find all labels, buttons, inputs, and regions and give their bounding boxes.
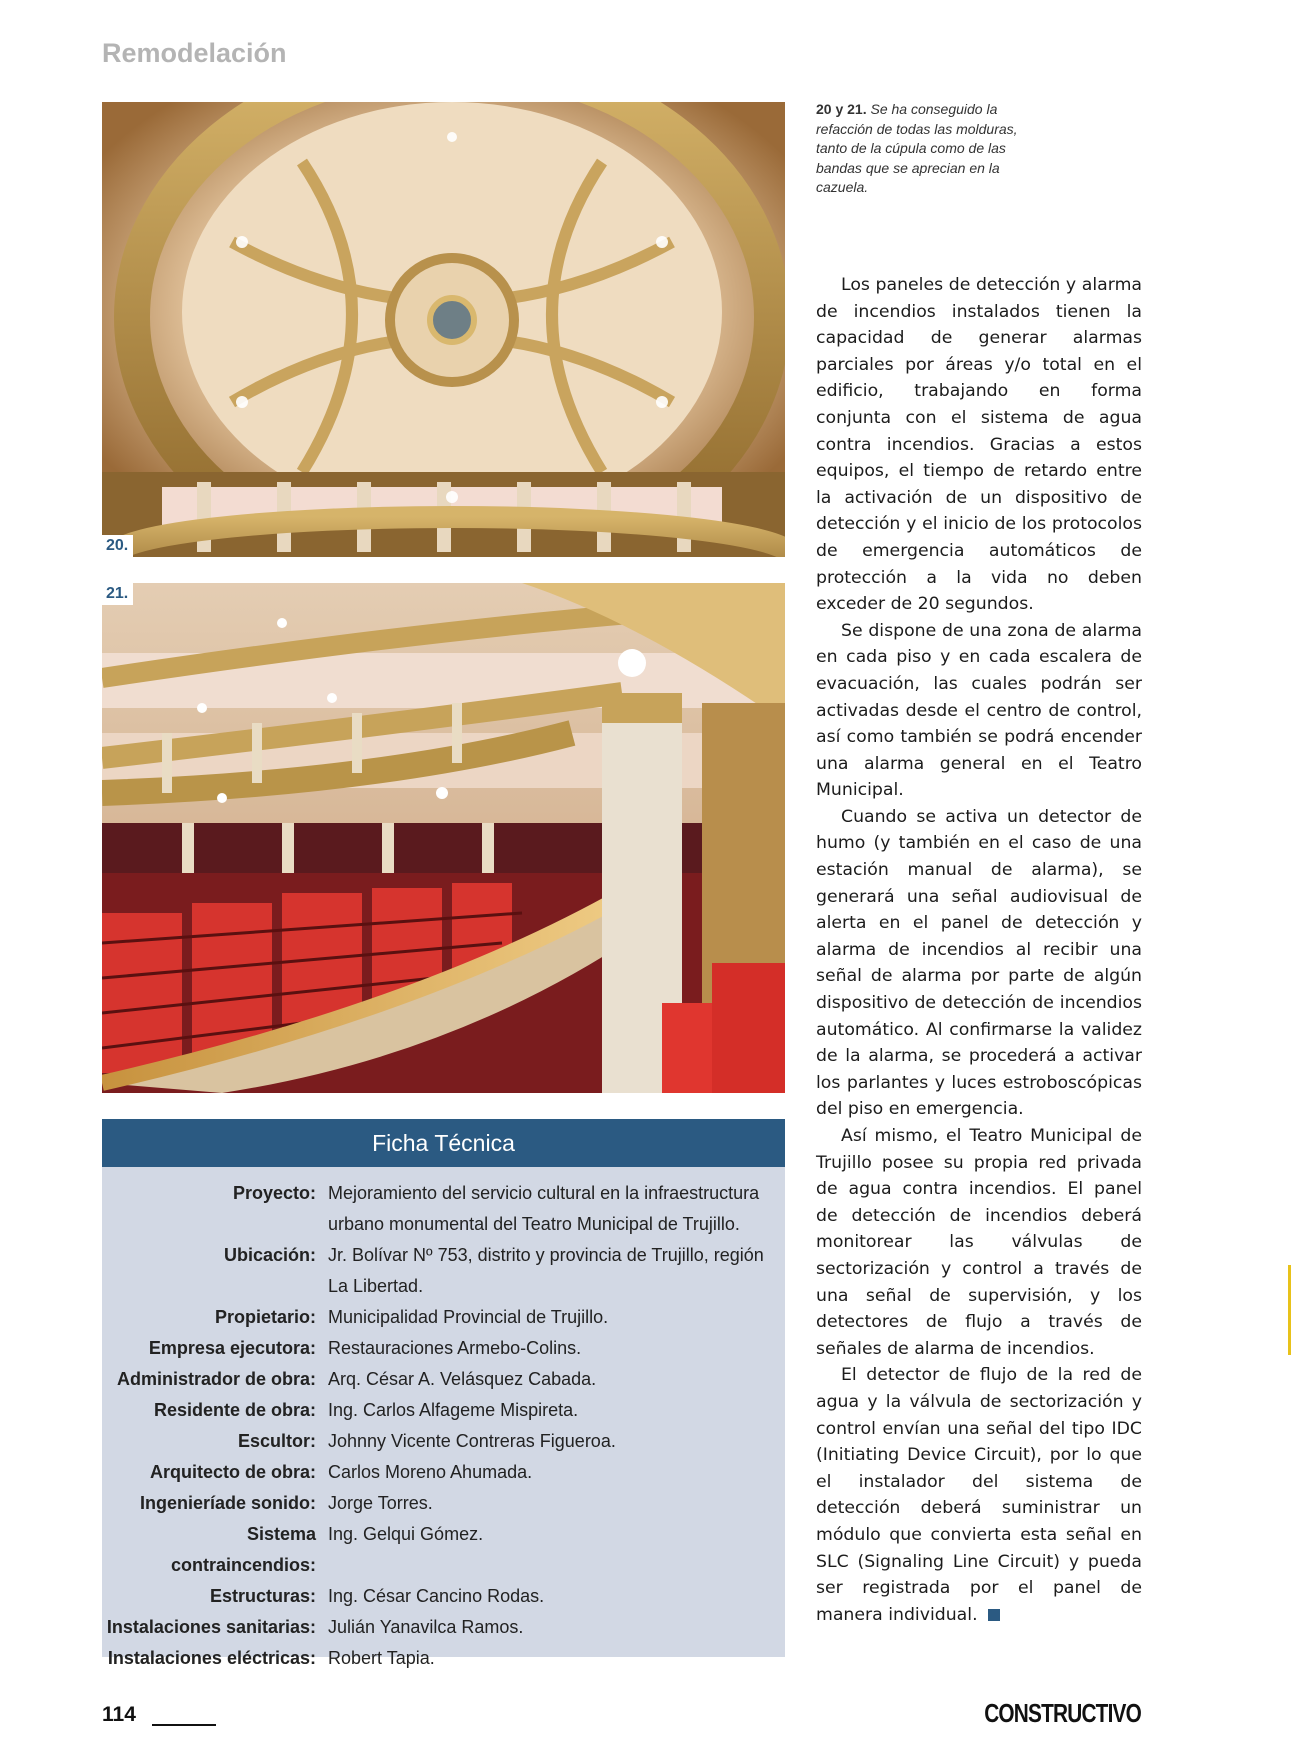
ficha-value: Robert Tapia. [328, 1648, 435, 1668]
page-number-rule [152, 1724, 216, 1726]
magazine-name: CONSTRUCTIVO [984, 1698, 1141, 1728]
ficha-value: Carlos Moreno Ahumada. [328, 1462, 533, 1482]
ficha-row [102, 1457, 785, 1488]
page-number: 114 [102, 1703, 136, 1726]
ficha-row [102, 1519, 785, 1581]
ficha-label: Ubicación: [223, 1245, 316, 1265]
ficha-label: Ingenieríade sonido: [139, 1493, 316, 1513]
end-of-article-icon [988, 1609, 1000, 1621]
section-title: Remodelación [102, 38, 287, 68]
ficha-label: Residente de obra: [153, 1400, 316, 1420]
ficha-label: Arquitecto de obra: [149, 1462, 316, 1482]
ficha-label: Proyecto: [232, 1183, 316, 1203]
photo-number-20: 20. [102, 535, 133, 557]
ficha-label: Sistema contraincendios: [170, 1524, 316, 1575]
ficha-label: Instalaciones sanitarias: [106, 1617, 316, 1637]
ficha-rows [102, 1167, 785, 1674]
ficha-title: Ficha Técnica [102, 1119, 785, 1167]
ficha-label: Estructuras: [209, 1586, 316, 1606]
body-paragraph: Así mismo, el Teatro Municipal de Trujillo posee su propia red privada de agua contra incendios. El panel de detección de incendios deberá monitorear las válvulas de sectorización y control a través de una señal de supervisión, y los detectores de flujo a través de señales de alarma de incendios. [816, 1126, 1142, 1359]
body-paragraph-last [816, 1362, 1142, 1628]
ficha-value: Ing. Gelqui Gómez. [328, 1524, 484, 1544]
body-paragraph-text: El detector de flujo de la red de agua y la válvula de sectorización y control envían una señal del tipo IDC (Initiating Device Circuit), por lo que el instalador del sistema de detección deberá suministrar un módulo que convierta esta señal en SLC (Signaling Line Circuit) y pueda ser registrada por el panel de manera individual. [816, 1365, 1142, 1625]
photo-dome [102, 102, 785, 557]
ficha-label: Instalaciones eléctricas: [107, 1648, 316, 1668]
ficha-row [102, 1333, 785, 1364]
article-body [816, 272, 1142, 1628]
ficha-row [102, 1302, 785, 1333]
ficha-value: Municipalidad Provincial de Trujillo. [328, 1307, 609, 1327]
photo-number-21: 21. [102, 583, 133, 605]
ficha-row [102, 1240, 785, 1302]
ficha-row [102, 1612, 785, 1643]
caption-ref: 20 y 21. [816, 101, 867, 117]
ficha-row [102, 1581, 785, 1612]
caption-text: Se ha conseguido la refacción de todas las molduras, tanto de la cúpula como de las bandas que se aprecian en la cazuela. [816, 101, 1018, 195]
ficha-value: Ing. César Cancino Rodas. [328, 1586, 545, 1606]
ficha-row [102, 1364, 785, 1395]
ficha-row [102, 1395, 785, 1426]
ficha-label: Empresa ejecutora: [148, 1338, 316, 1358]
auditorium-illustration [102, 583, 785, 1093]
ficha-label: Propietario: [214, 1307, 316, 1327]
ficha-value: Jorge Torres. [328, 1493, 433, 1513]
ficha-value: Jr. Bolívar Nº 753, distrito y provincia de Trujillo, región La Libertad. [328, 1245, 764, 1296]
body-paragraph: Cuando se activa un detector de humo (y también en el caso de una estación manual de alarma), se generará una señal audiovisual de alerta en el panel de detección y alarma de incendios al recibir una señal de alarma por parte de algún dispositivo de detección de incendios automático. Al confirmarse la validez de la alarma, se procederá a activar los parlantes y luces estroboscópicas del piso en emergencia. [816, 806, 1142, 1120]
ficha-label: Administrador de obra: [116, 1369, 316, 1389]
ficha-row [102, 1643, 785, 1674]
ficha-row [102, 1178, 785, 1240]
ficha-value: Restauraciones Armebo-Colins. [328, 1338, 582, 1358]
ficha-row [102, 1488, 785, 1519]
ficha-value: Julián Yanavilca Ramos. [328, 1617, 524, 1637]
photo-caption [816, 100, 1026, 198]
body-paragraph: Los paneles de detección y alarma de incendios instalados tienen la capacidad de generar alarmas parciales por áreas y/o total en el edificio, trabajando en forma conjunta con el sistema de agua contra incendios. Gracias a estos equipos, el tiempo de retardo entre la activación de un dispositivo de detección y el inicio de los protocolos de emergencia automáticos de protección a la vida no deben exceder de 20 segundos. [816, 275, 1142, 615]
ficha-value: Arq. César A. Velásquez Cabada. [328, 1369, 597, 1389]
ficha-tecnica-panel [102, 1119, 785, 1668]
ficha-row [102, 1426, 785, 1457]
ficha-value: Mejoramiento del servicio cultural en la infraestructura urbano monumental del Teatro Municipal de Trujillo. [328, 1183, 760, 1234]
photo-auditorium [102, 583, 785, 1093]
ficha-value: Johnny Vicente Contreras Figueroa. [328, 1431, 616, 1451]
ficha-value: Ing. Carlos Alfageme Mispireta. [328, 1400, 579, 1420]
body-paragraph: Se dispone de una zona de alarma en cada piso y en cada escalera de evacuación, las cuales podrán ser activadas desde el centro de control, así como también se podrá encender una alarma general en el Teatro Municipal. [816, 620, 1142, 801]
ficha-label: Escultor: [237, 1431, 316, 1451]
dome-illustration [102, 102, 785, 557]
